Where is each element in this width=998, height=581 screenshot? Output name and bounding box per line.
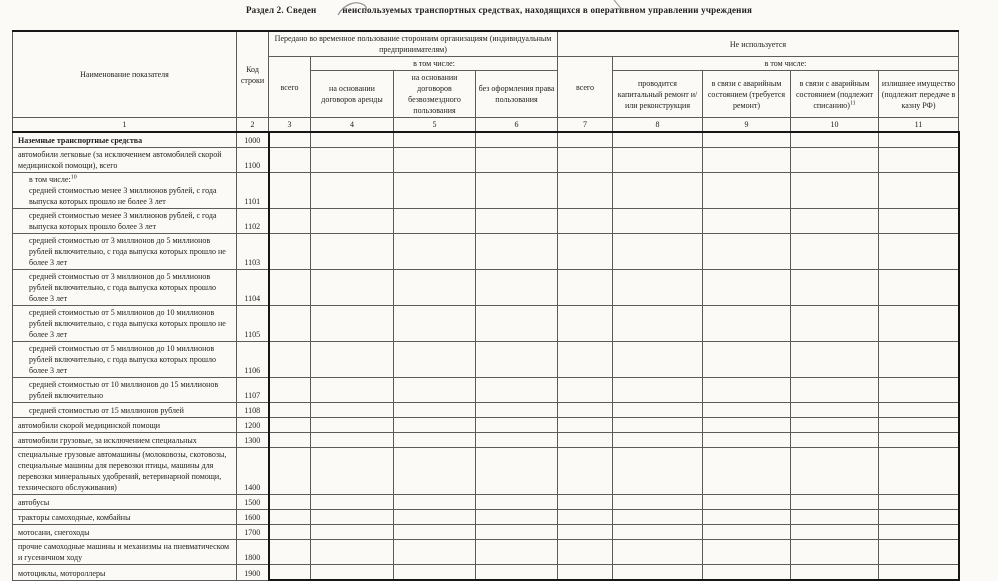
row-value-cell	[703, 540, 791, 565]
header-transferred-including: в том числе:	[311, 57, 558, 71]
column-number: 11	[879, 118, 959, 133]
table-row	[13, 234, 959, 270]
row-value-cell	[394, 306, 476, 342]
row-value-cell	[476, 270, 558, 306]
row-value-cell	[879, 403, 959, 418]
row-value-cell	[311, 510, 394, 525]
row-value-cell	[791, 433, 879, 448]
row-code: 1200	[237, 418, 269, 433]
row-label	[13, 495, 237, 510]
row-label	[13, 173, 237, 209]
row-value-cell	[613, 525, 703, 540]
row-value-cell	[791, 209, 879, 234]
row-value-cell	[613, 495, 703, 510]
row-value-cell	[558, 540, 613, 565]
row-label	[13, 234, 237, 270]
row-value-cell	[311, 540, 394, 565]
row-value-cell	[703, 132, 791, 148]
row-label-text: средней стоимостью от 3 миллионов до 5 миллионов рублей включительно, с года выпуска которых прошло не более 3 лет	[29, 236, 226, 267]
row-value-cell	[791, 403, 879, 418]
row-label	[13, 148, 237, 173]
row-value-cell	[703, 378, 791, 403]
table-row	[13, 132, 959, 148]
row-value-cell	[879, 173, 959, 209]
row-value-cell	[558, 270, 613, 306]
table-row	[13, 433, 959, 448]
row-value-cell	[476, 234, 558, 270]
row-value-cell	[269, 433, 311, 448]
column-numbers-row	[13, 118, 959, 133]
row-value-cell	[791, 132, 879, 148]
row-value-cell	[394, 378, 476, 403]
header-col-lease-contracts: на основании договоров аренды	[311, 71, 394, 118]
row-value-cell	[791, 495, 879, 510]
row-value-cell	[613, 132, 703, 148]
header-col-capital-repair: проводится капитальный ремонт и/или реконструкция	[613, 71, 703, 118]
row-value-cell	[476, 540, 558, 565]
row-value-cell	[558, 378, 613, 403]
table-row	[13, 510, 959, 525]
row-value-cell	[394, 148, 476, 173]
footnote-marker-10: 10	[70, 174, 77, 181]
row-value-cell	[879, 148, 959, 173]
row-value-cell	[476, 148, 558, 173]
row-value-cell	[269, 510, 311, 525]
row-value-cell	[269, 418, 311, 433]
row-code: 1700	[237, 525, 269, 540]
table-row	[13, 378, 959, 403]
header-group-unused: Не используется	[558, 31, 959, 57]
row-value-cell	[558, 132, 613, 148]
row-value-cell	[613, 448, 703, 495]
header-indicator-name: Наименование показателя	[13, 31, 237, 118]
row-label	[13, 433, 237, 448]
row-value-cell	[879, 418, 959, 433]
row-label	[13, 540, 237, 565]
page-title-part1: Раздел 2. Сведен	[245, 5, 317, 15]
row-code: 1102	[237, 209, 269, 234]
row-code: 1108	[237, 403, 269, 418]
row-value-cell	[613, 403, 703, 418]
row-value-cell	[476, 433, 558, 448]
table-row	[13, 148, 959, 173]
row-code: 1100	[237, 148, 269, 173]
row-value-cell	[394, 510, 476, 525]
row-value-cell	[558, 510, 613, 525]
row-code: 1400	[237, 448, 269, 495]
header-line-code: Код строки	[237, 31, 269, 118]
row-value-cell	[791, 342, 879, 378]
row-value-cell	[476, 510, 558, 525]
row-value-cell	[311, 209, 394, 234]
header-col-excess-property: излишнее имущество (подлежит передаче в казну РФ)	[879, 71, 959, 118]
header-unused-total: всего	[558, 57, 613, 118]
row-value-cell	[269, 565, 311, 581]
table-row	[13, 209, 959, 234]
row-value-cell	[476, 378, 558, 403]
table-row	[13, 525, 959, 540]
row-value-cell	[394, 433, 476, 448]
row-value-cell	[311, 342, 394, 378]
row-value-cell	[558, 418, 613, 433]
row-value-cell	[879, 270, 959, 306]
row-value-cell	[613, 510, 703, 525]
header-group-transferred: Передано во временное пользование сторонним организациям (индивидуальным предпринимателям)	[269, 31, 558, 57]
table-row	[13, 173, 959, 209]
row-value-cell	[394, 342, 476, 378]
table-row	[13, 540, 959, 565]
row-value-cell	[558, 342, 613, 378]
row-label-text: Наземные транспортные средства	[18, 136, 143, 145]
row-label	[13, 306, 237, 342]
row-value-cell	[311, 495, 394, 510]
row-value-cell	[703, 148, 791, 173]
row-value-cell	[791, 448, 879, 495]
row-value-cell	[394, 448, 476, 495]
row-value-cell	[703, 525, 791, 540]
column-number: 1	[13, 118, 237, 133]
row-value-cell	[476, 495, 558, 510]
header-col-emergency-writeoff: в связи с аварийным состоянием (подлежит списанию)$^{11}$	[791, 71, 879, 118]
row-label	[13, 209, 237, 234]
row-value-cell	[703, 403, 791, 418]
row-value-cell	[703, 433, 791, 448]
row-value-cell	[269, 525, 311, 540]
row-value-cell	[269, 209, 311, 234]
row-value-cell	[791, 540, 879, 565]
row-code: 1800	[237, 540, 269, 565]
row-value-cell	[311, 448, 394, 495]
row-value-cell	[879, 495, 959, 510]
row-value-cell	[879, 448, 959, 495]
table-row	[13, 448, 959, 495]
row-value-cell	[558, 433, 613, 448]
row-value-cell	[476, 132, 558, 148]
row-code: 1104	[237, 270, 269, 306]
row-value-cell	[879, 306, 959, 342]
row-label-text: средней стоимостью менее 3 миллионов рублей, с года выпуска которых прошло не более 3 лет	[29, 186, 217, 206]
row-value-cell	[558, 234, 613, 270]
row-value-cell	[879, 540, 959, 565]
row-value-cell	[613, 565, 703, 581]
row-label-text: средней стоимостью менее 3 миллионов рублей, с года выпуска которых прошло более 3 лет	[29, 211, 217, 231]
row-value-cell	[703, 510, 791, 525]
row-value-cell	[703, 342, 791, 378]
header-unused-including: в том числе:	[613, 57, 959, 71]
table-body	[13, 132, 959, 580]
row-code: 1107	[237, 378, 269, 403]
row-value-cell	[879, 378, 959, 403]
row-label	[13, 270, 237, 306]
row-value-cell	[791, 418, 879, 433]
row-value-cell	[879, 342, 959, 378]
column-number: 6	[476, 118, 558, 133]
row-value-cell	[269, 270, 311, 306]
row-value-cell	[879, 433, 959, 448]
row-value-cell	[879, 510, 959, 525]
row-value-cell	[703, 306, 791, 342]
row-label	[13, 565, 237, 581]
row-value-cell	[558, 148, 613, 173]
row-value-cell	[269, 148, 311, 173]
column-number: 9	[703, 118, 791, 133]
row-label-text: тракторы самоходные, комбайны	[18, 513, 131, 522]
column-number: 7	[558, 118, 613, 133]
row-code: 1103	[237, 234, 269, 270]
row-value-cell	[476, 525, 558, 540]
row-label-text: средней стоимостью от 15 миллионов рублей	[29, 406, 184, 415]
row-value-cell	[879, 525, 959, 540]
row-value-cell	[311, 378, 394, 403]
table-row	[13, 495, 959, 510]
row-value-cell	[269, 540, 311, 565]
row-label-text: средней стоимостью от 3 миллионов до 5 миллионов рублей включительно, с года выпуска которых прошло более 3 лет	[29, 272, 216, 303]
row-value-cell	[394, 495, 476, 510]
row-value-cell	[269, 132, 311, 148]
row-value-cell	[703, 270, 791, 306]
row-value-cell	[394, 270, 476, 306]
header-col-emergency-repair: в связи с аварийным состоянием (требуется ремонт)	[703, 71, 791, 118]
row-value-cell	[791, 378, 879, 403]
row-value-cell	[394, 540, 476, 565]
row-code: 1106	[237, 342, 269, 378]
row-label	[13, 448, 237, 495]
row-value-cell	[613, 209, 703, 234]
row-value-cell	[476, 342, 558, 378]
unused-vehicles-table	[12, 30, 960, 581]
row-value-cell	[394, 565, 476, 581]
table-row	[13, 403, 959, 418]
row-label	[13, 510, 237, 525]
row-value-cell	[311, 525, 394, 540]
row-value-cell	[269, 342, 311, 378]
row-value-cell	[791, 234, 879, 270]
row-label-prefix: в том числе:$^{10}$	[29, 174, 77, 184]
column-number: 10	[791, 118, 879, 133]
row-value-cell	[311, 270, 394, 306]
header-col-gratuitous-use: на основании договоров безвозмездного пользования	[394, 71, 476, 118]
table-row	[13, 306, 959, 342]
row-value-cell	[394, 132, 476, 148]
row-value-cell	[879, 209, 959, 234]
row-label	[13, 418, 237, 433]
row-value-cell	[703, 448, 791, 495]
row-value-cell	[558, 306, 613, 342]
row-value-cell	[613, 148, 703, 173]
row-value-cell	[879, 132, 959, 148]
row-label-text: мотосани, снегоходы	[18, 528, 90, 537]
row-value-cell	[613, 306, 703, 342]
row-value-cell	[558, 525, 613, 540]
row-value-cell	[613, 378, 703, 403]
row-value-cell	[394, 234, 476, 270]
row-value-cell	[394, 209, 476, 234]
row-value-cell	[311, 148, 394, 173]
row-code: 1105	[237, 306, 269, 342]
row-label	[13, 132, 237, 148]
table-row	[13, 270, 959, 306]
row-value-cell	[269, 403, 311, 418]
row-label-text: средней стоимостью от 10 миллионов до 15 миллионов рублей включительно	[29, 380, 219, 400]
row-value-cell	[703, 209, 791, 234]
row-value-cell	[791, 148, 879, 173]
row-value-cell	[311, 565, 394, 581]
row-value-cell	[269, 448, 311, 495]
row-label	[13, 525, 237, 540]
row-value-cell	[613, 433, 703, 448]
row-value-cell	[613, 234, 703, 270]
row-value-cell	[703, 173, 791, 209]
page-title-part2: неиспользуемых транспортных средствах, находящихся в оперативном управлении учреждения	[342, 5, 753, 15]
row-label-text: автобусы	[18, 498, 50, 507]
row-value-cell	[558, 495, 613, 510]
row-value-cell	[613, 418, 703, 433]
row-value-cell	[558, 173, 613, 209]
row-label	[13, 342, 237, 378]
row-label-text: средней стоимостью от 5 миллионов до 10 миллионов рублей включительно, с года выпуска которых прошло не более 3 лет	[29, 308, 226, 339]
row-value-cell	[613, 173, 703, 209]
row-value-cell	[311, 234, 394, 270]
row-value-cell	[476, 209, 558, 234]
row-value-cell	[476, 418, 558, 433]
row-label-text: специальные грузовые автомашины (молоковозы, скотовозы, специальные машины для перевозки птицы, машины для перевозки минеральных удобрений, ветеринарной помощи, технического обслуживания)	[18, 450, 227, 492]
row-value-cell	[476, 403, 558, 418]
row-value-cell	[791, 565, 879, 581]
row-code: 1600	[237, 510, 269, 525]
row-value-cell	[394, 403, 476, 418]
header-transferred-total: всего	[269, 57, 311, 118]
row-label	[13, 378, 237, 403]
column-number: 5	[394, 118, 476, 133]
row-value-cell	[269, 495, 311, 510]
table-row	[13, 418, 959, 433]
row-label	[13, 403, 237, 418]
row-label-text: прочие самоходные машины и механизмы на пневматическом и гусеничном ходу	[18, 542, 230, 562]
row-code: 1500	[237, 495, 269, 510]
row-value-cell	[703, 234, 791, 270]
row-label-text: мотоциклы, мотороллеры	[18, 568, 106, 578]
row-value-cell	[394, 525, 476, 540]
row-value-cell	[703, 495, 791, 510]
row-value-cell	[476, 448, 558, 495]
row-value-cell	[394, 418, 476, 433]
row-code: 1000	[237, 132, 269, 148]
footnote-marker-11: 11	[849, 99, 856, 106]
table-row	[13, 342, 959, 378]
row-value-cell	[558, 403, 613, 418]
row-value-cell	[879, 565, 959, 581]
row-value-cell	[269, 306, 311, 342]
table-header	[13, 31, 959, 132]
row-value-cell	[703, 418, 791, 433]
row-value-cell	[558, 565, 613, 581]
row-value-cell	[791, 525, 879, 540]
row-code: 1101	[237, 173, 269, 209]
row-value-cell	[269, 234, 311, 270]
row-value-cell	[476, 173, 558, 209]
row-value-cell	[613, 270, 703, 306]
column-number: 2	[237, 118, 269, 133]
row-label-text: автомобили легковые (за исключением автомобилей скорой медицинской помощи), всего	[18, 150, 222, 170]
row-value-cell	[269, 173, 311, 209]
row-label-text: автомобили грузовые, за исключением специальных	[18, 436, 197, 445]
row-value-cell	[394, 173, 476, 209]
row-code: 1300	[237, 433, 269, 448]
row-value-cell	[269, 378, 311, 403]
row-value-cell	[613, 540, 703, 565]
column-number: 8	[613, 118, 703, 133]
header-col-no-registration: без оформления права пользования	[476, 71, 558, 118]
row-value-cell	[311, 306, 394, 342]
row-value-cell	[476, 306, 558, 342]
row-label-text: автомобили скорой медицинской помощи	[18, 421, 161, 430]
row-value-cell	[879, 234, 959, 270]
row-value-cell	[558, 448, 613, 495]
row-value-cell	[558, 209, 613, 234]
row-value-cell	[311, 403, 394, 418]
column-number: 3	[269, 118, 311, 133]
row-value-cell	[703, 565, 791, 581]
row-code: 1900	[237, 565, 269, 581]
row-value-cell	[791, 510, 879, 525]
row-label-text: средней стоимостью от 5 миллионов до 10 миллионов рублей включительно, с года выпуска которых прошло более 3 лет	[29, 344, 216, 375]
row-value-cell	[791, 173, 879, 209]
column-number: 4	[311, 118, 394, 133]
table-row	[13, 565, 959, 581]
row-value-cell	[476, 565, 558, 581]
row-value-cell	[613, 342, 703, 378]
row-value-cell	[311, 132, 394, 148]
row-value-cell	[311, 433, 394, 448]
row-value-cell	[791, 270, 879, 306]
row-value-cell	[791, 306, 879, 342]
row-value-cell	[311, 418, 394, 433]
row-value-cell	[311, 173, 394, 209]
page-title	[0, 5, 998, 15]
